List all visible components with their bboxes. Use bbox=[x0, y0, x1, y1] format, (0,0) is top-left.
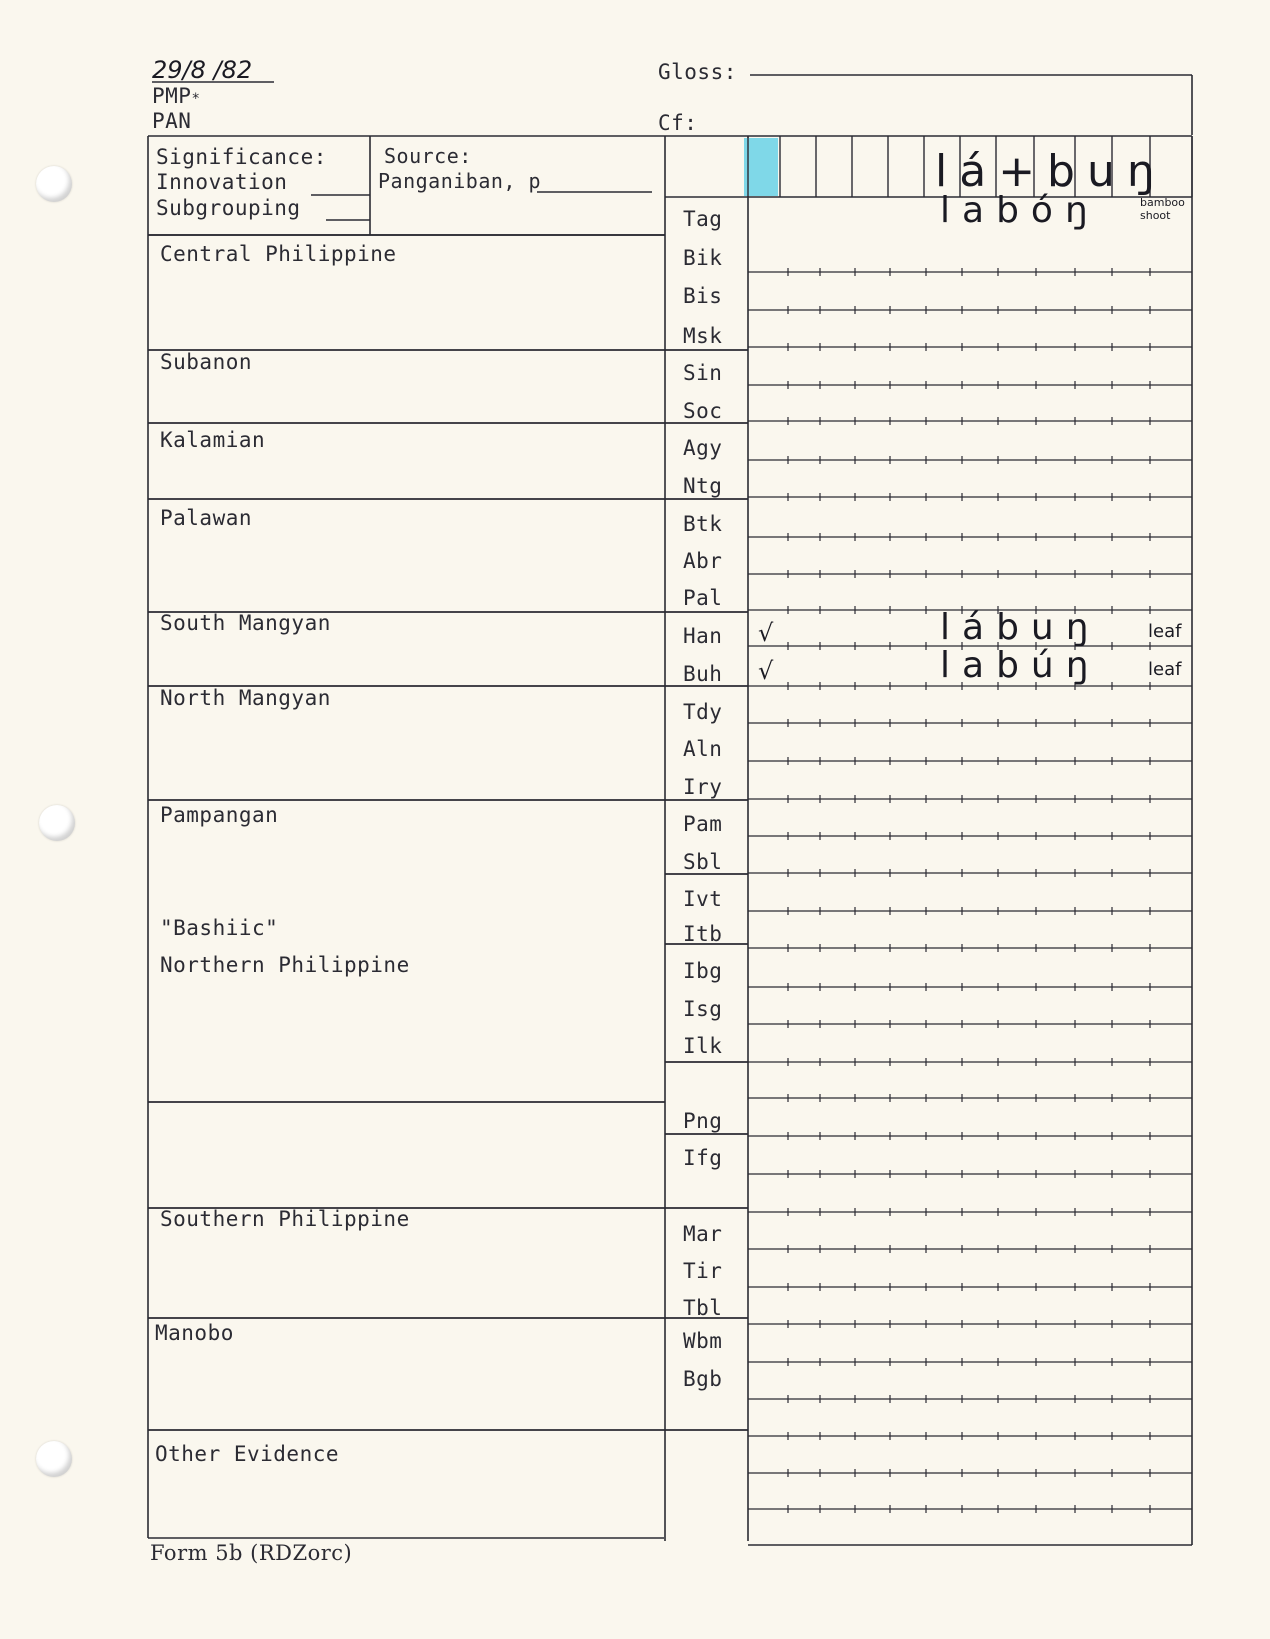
language-code-han: Han bbox=[683, 624, 723, 648]
language-code-soc: Soc bbox=[683, 399, 723, 423]
entry-form: labúŋ bbox=[940, 645, 1101, 686]
language-code-agy: Agy bbox=[683, 436, 723, 460]
subgroup-label: Southern Philippine bbox=[160, 1207, 410, 1231]
pan-label: PAN bbox=[152, 109, 192, 133]
subgroup-label: Kalamian bbox=[160, 428, 266, 452]
innovation-label: Innovation bbox=[156, 170, 288, 194]
form-label: Form 5b (RDZorc) bbox=[150, 1541, 353, 1565]
language-code-sbl: Sbl bbox=[683, 850, 723, 874]
language-code-ilk: Ilk bbox=[683, 1034, 723, 1058]
language-code-bgb: Bgb bbox=[683, 1367, 723, 1391]
entry-gloss: leaf bbox=[1148, 621, 1182, 642]
language-code-ivt: Ivt bbox=[683, 887, 723, 911]
language-code-msk: Msk bbox=[683, 324, 723, 348]
pmp-label bbox=[152, 84, 200, 108]
subgroup-label: Palawan bbox=[160, 506, 253, 530]
language-code-abr: Abr bbox=[683, 549, 723, 573]
source-label: Source: bbox=[384, 144, 472, 168]
entry-gloss: bamboo shoot bbox=[1140, 196, 1185, 222]
subgroup-label: Subanon bbox=[160, 350, 253, 374]
entry-checkmark: √ bbox=[758, 657, 774, 685]
language-code-tag: Tag bbox=[683, 207, 723, 231]
subgroup-label: North Mangyan bbox=[160, 686, 331, 710]
pmp-asterisk: * bbox=[191, 91, 201, 107]
language-code-ntg: Ntg bbox=[683, 474, 723, 498]
entry-form: lábuŋ bbox=[940, 607, 1101, 648]
subgroup-label: Pampangan bbox=[160, 803, 279, 827]
language-code-tbl: Tbl bbox=[683, 1296, 723, 1320]
language-code-mar: Mar bbox=[683, 1222, 723, 1246]
date-stamp: 29/8 /82 bbox=[152, 56, 253, 84]
entry-gloss: leaf bbox=[1148, 659, 1182, 680]
language-code-bis: Bis bbox=[683, 284, 723, 308]
language-code-png: Png bbox=[683, 1109, 723, 1133]
gloss-label: Gloss: bbox=[658, 60, 737, 84]
language-code-ifg: Ifg bbox=[683, 1146, 723, 1170]
subgroup-label: South Mangyan bbox=[160, 611, 331, 635]
source-value: Panganiban, p bbox=[378, 169, 542, 193]
significance-label: Significance: bbox=[156, 145, 327, 169]
subgroup-label: Central Philippine bbox=[160, 242, 397, 266]
entry-checkmark: √ bbox=[758, 619, 774, 647]
language-code-ibg: Ibg bbox=[683, 959, 723, 983]
language-code-tdy: Tdy bbox=[683, 700, 723, 724]
language-code-buh: Buh bbox=[683, 662, 723, 686]
language-code-aln: Aln bbox=[683, 737, 723, 761]
subgroup-label: "Bashiic" bbox=[160, 916, 279, 940]
entry-form: labóŋ bbox=[940, 190, 1100, 231]
pmp-text: PMP bbox=[152, 84, 192, 108]
subgroup-label: Other Evidence bbox=[155, 1442, 340, 1466]
language-code-btk: Btk bbox=[683, 512, 723, 536]
subgrouping-label: Subgrouping bbox=[156, 196, 301, 220]
cf-label: Cf: bbox=[658, 111, 698, 135]
language-code-pal: Pal bbox=[683, 586, 723, 610]
language-code-wbm: Wbm bbox=[683, 1329, 723, 1353]
gloss-value[interactable] bbox=[752, 58, 1182, 80]
subgroup-label: Northern Philippine bbox=[160, 953, 410, 977]
language-code-tir: Tir bbox=[683, 1259, 723, 1283]
language-code-bik: Bik bbox=[683, 246, 723, 270]
subgroup-label: Manobo bbox=[155, 1321, 234, 1345]
language-code-isg: Isg bbox=[683, 997, 723, 1021]
reconstruction-form: lá+buŋ bbox=[935, 146, 1167, 197]
language-code-pam: Pam bbox=[683, 812, 723, 836]
language-code-sin: Sin bbox=[683, 361, 723, 385]
language-code-iry: Iry bbox=[683, 775, 723, 799]
language-code-itb: Itb bbox=[683, 922, 723, 946]
